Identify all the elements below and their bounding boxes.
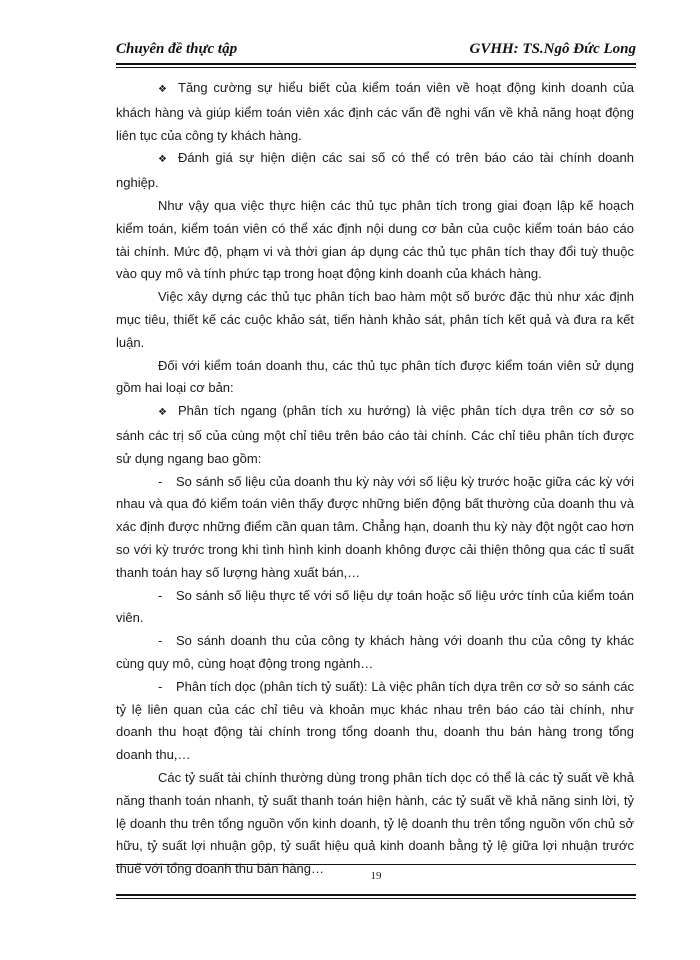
page-footer <box>116 864 636 914</box>
diamond-bullet-icon: ❖ <box>158 84 167 95</box>
bullet-paragraph: ❖ Tăng cường sự hiểu biết của kiểm toán viên về hoạt động kinh doanh của khách hàng và giúp kiểm toán viên xác định các vấn đề nghi vấn về khả năng hoạt động liên tục của công ty khách hàng. <box>116 80 634 143</box>
body-paragraph: Các tỷ suất tài chính thường dùng trong phân tích dọc có thể là các tỷ suất về khả năng thanh toán nhanh, tỷ suất thanh toán hiện hành, các tỷ suất về khả năng sinh lời, tỷ lệ doanh thu trên tổng nguồn vốn kinh doanh, tỷ lệ doanh thu trên tổng nguồn vốn chủ sở hữu, tỷ suất lợi nhuận gộp, tỷ suất hiệu quả kinh doanh bằng tỷ lệ giữa lợi nhuận trước thuế với tổng doanh thu bán hàng… <box>116 769 634 877</box>
dash-paragraph: - So sánh doanh thu của công ty khách hàng với doanh thu của công ty khác cùng quy mô, cùng hoạt động trong ngành… <box>116 630 634 676</box>
dash-paragraph: - So sánh số liệu của doanh thu kỳ này với số liệu kỳ trước hoặc giữa các kỳ với nhau và qua đó kiểm toán viên thấy được những biến động bất thường của doanh thu và xác định được những điểm cần quan tâm. Chẳng hạn, doanh thu kỳ này đột ngột cao hơn so với kỳ trước trong khi tình hình kinh doanh không được cải thiện thông qua các tỉ suất thanh toán hay số lượng hàng xuất bán,… <box>116 471 634 585</box>
dash-marker: - <box>158 678 163 694</box>
page-body <box>116 77 634 881</box>
bullet-paragraph: ❖ Phân tích ngang (phân tích xu hướng) là việc phân tích dựa trên cơ sở so sánh các trị số của cùng một chỉ tiêu trên báo cáo tài chính. Các chỉ tiêu phân tích được sử dụng ngang bao gồm: <box>116 403 634 466</box>
page-number: 19 <box>370 870 382 882</box>
body-paragraph: Đối với kiểm toán doanh thu, các thủ tục phân tích được kiểm toán viên sử dụng gồm hai loại cơ bản: <box>116 357 634 396</box>
dash-marker: - <box>158 587 163 603</box>
header-rule <box>116 63 636 65</box>
diamond-bullet-icon: ❖ <box>158 154 167 166</box>
dash-paragraph: - So sánh số liệu thực tế với số liệu dự toán hoặc số liệu ước tính của kiểm toán viên. <box>116 585 634 631</box>
body-paragraph: Việc xây dựng các thủ tục phân tích bao hàm một số bước đặc thù như xác định mục tiêu, thiết kế các cuộc khảo sát, tiến hành khảo sát, phân tích kết quả và đưa ra kết luận. <box>116 289 634 350</box>
dash-marker: - <box>158 633 163 649</box>
header-title: Chuyên đề thực tập <box>116 41 238 57</box>
page-header <box>116 41 636 65</box>
diamond-bullet-icon: ❖ <box>158 407 167 419</box>
header-supervisor: GVHH: TS.Ngô Đức Long <box>469 41 636 57</box>
body-paragraph: Như vậy qua việc thực hiện các thủ tục phân tích trong giai đoạn lập kế hoạch kiểm toán, kiểm toán viên có thể xác định nội dung cơ bản của cuộc kiểm toán báo cáo tài chính. Mức độ, phạm vi và thời gian áp dụng các thủ tục phân tích thay đổi tuỳ thuộc vào quy mô và tính phức tạp trong hoạt động kinh doanh của khách hàng. <box>116 197 634 282</box>
dash-paragraph: - Phân tích dọc (phân tích tỷ suất): Là việc phân tích dựa trên cơ sở so sánh các tỷ lệ liên quan của các chỉ tiêu và khoản mục khác nhau trên báo cáo tài chính, như doanh thu hoạt động tài chính trong tổng doanh thu, doanh thu bán hàng trong tổng doanh thu,… <box>116 676 634 767</box>
bullet-paragraph: ❖ Đánh giá sự hiện diện các sai số có thể có trên báo cáo tài chính doanh nghiệp. <box>116 150 634 191</box>
footer-rule-top <box>116 864 636 865</box>
dash-marker: - <box>158 473 163 489</box>
header-rule-thin <box>116 67 636 68</box>
footer-rule-thin <box>116 898 636 899</box>
footer-rule <box>116 894 636 896</box>
